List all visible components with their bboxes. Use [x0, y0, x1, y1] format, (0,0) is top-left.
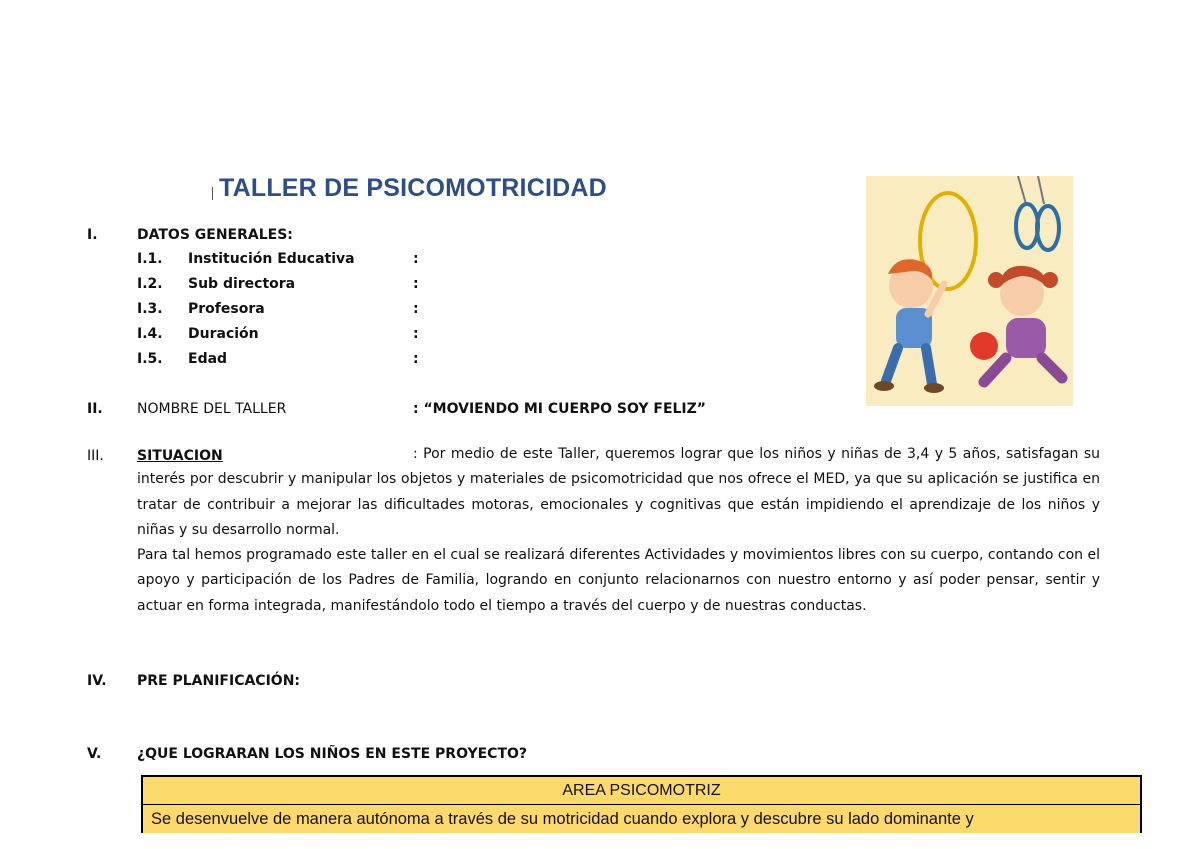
item-1-5-colon: : — [413, 351, 419, 367]
section-2-number: II. — [87, 401, 103, 417]
item-1-1-colon: : — [413, 251, 419, 267]
table-row: Se desenvuelve de manera autónoma a través de su motricidad cuando explora y descubre su lado dominante y — [151, 810, 974, 828]
workshop-name: : “MOVIENDO MI CUERPO SOY FELIZ” — [413, 401, 706, 417]
item-1-3-label: Profesora — [188, 301, 265, 317]
section-1-label: DATOS GENERALES: — [137, 227, 293, 243]
text-cursor — [212, 187, 213, 200]
situation-paragraph-2: Para tal hemos programado este taller en el cual se realizará diferentes Actividades y movimientos libres con su cuerpo, contando con el apoyo y participación de los Padres de Familia, logrando en conjunto relacionarnos con nuestro entorno y así poder pensar, sentir y actuar en forma integrada, manifestándolo todo el tiempo a través del cuerpo y de nuestras conductas. — [137, 547, 1100, 614]
item-1-1-number: I.1. — [137, 251, 163, 267]
section-3-label: SITUACION — [137, 448, 223, 464]
item-1-2-colon: : — [413, 276, 419, 292]
item-1-2-label: Sub directora — [188, 276, 296, 292]
item-1-2-number: I.2. — [137, 276, 163, 292]
item-1-4-number: I.4. — [137, 326, 163, 342]
item-1-4-colon: : — [413, 326, 419, 342]
children-playing-illustration — [866, 176, 1073, 406]
page-title: TALLER DE PSICOMOTRICIDAD — [219, 174, 607, 202]
item-1-5-label: Edad — [188, 351, 228, 367]
section-5-number: V. — [87, 746, 102, 762]
item-1-3-number: I.3. — [137, 301, 163, 317]
situation-paragraph-1: : Por medio de este Taller, queremos lograr que los niños y niñas de 3,4 y 5 años, satisfagan su interés por descubrir y manipular los objetos y materiales de psicomotricidad que nos ofrece el MED, ya que su aplicación se justifica en tratar de contribuir a mejorar las dificultades motoras, emocionales y cognitivas que están impidiendo el aprendizaje de los niños y niñas y su desarrollo normal. — [137, 446, 1100, 538]
item-1-4-label: Duración — [188, 326, 259, 342]
section-3-number: III. — [87, 448, 104, 464]
section-4-label: PRE PLANIFICACIÓN: — [137, 673, 301, 689]
section-2-label: NOMBRE DEL TALLER — [137, 401, 287, 417]
item-1-3-colon: : — [413, 301, 419, 317]
section-4-number: IV. — [87, 673, 107, 689]
item-1-5-number: I.5. — [137, 351, 163, 367]
situation-text — [137, 442, 1100, 619]
psychomotor-area-table — [141, 775, 1142, 833]
table-header: AREA PSICOMOTRIZ — [143, 777, 1140, 805]
section-5-label: ¿QUE LOGRARAN LOS NIÑOS EN ESTE PROYECTO? — [137, 746, 528, 762]
item-1-1-label: Institución Educativa — [188, 251, 355, 267]
section-1-number: I. — [87, 227, 98, 243]
